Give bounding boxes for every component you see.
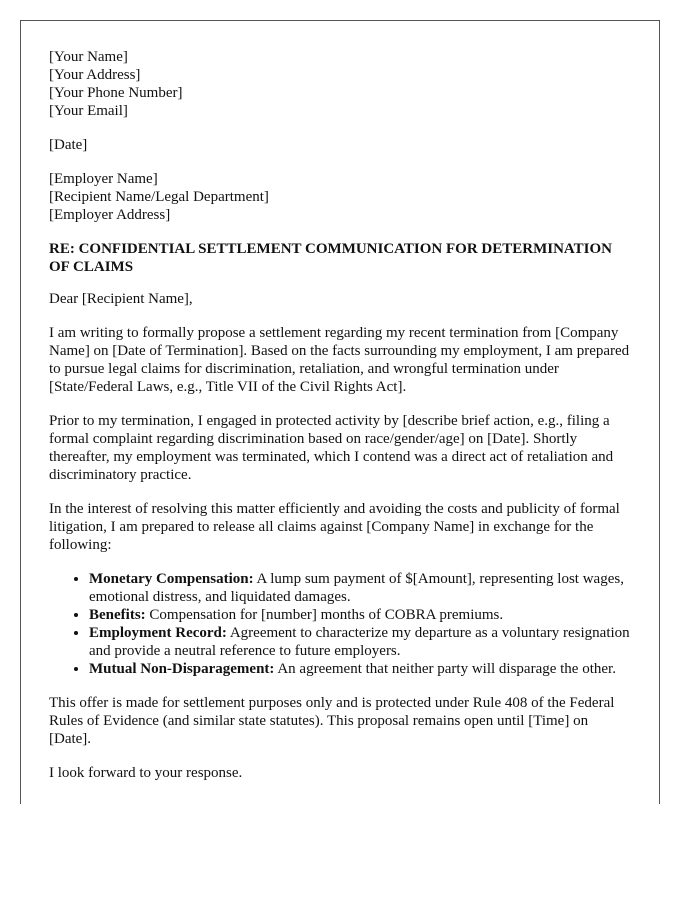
rule408-paragraph: This offer is made for settlement purposes only and is protected under Rule 408 of the Federal Rules of Evidence (and similar state statutes). This proposal remains open until [Time] on [Date]. (49, 695, 615, 747)
term-label-non-disparagement: Mutual Non-Disparagement: (89, 661, 275, 677)
list-item (89, 624, 630, 660)
term-text-monetary: A lump sum payment of $[Amount], representing lost wages, emotional distress, and liquidated damages. (89, 571, 624, 605)
date-block (49, 136, 630, 154)
term-text-employment-record: Agreement to characterize my departure as a voluntary resignation and provide a neutral reference to future employers. (89, 625, 630, 659)
letter-page (20, 20, 660, 804)
term-text-benefits: Compensation for [number] months of COBRA premiums. (145, 607, 504, 623)
background-paragraph: Prior to my termination, I engaged in protected activity by [describe brief action, e.g., filing a formal complaint regarding discrimination based on race/gender/age] on [Date]. Shortly thereafter, my employment was terminated, which I contend was a direct act of retaliation and discriminatory practice. (49, 413, 614, 483)
sender-address: [Your Address] (49, 67, 141, 83)
term-label-employment-record: Employment Record: (89, 625, 227, 641)
closing-paragraph: I look forward to your response. (49, 765, 243, 781)
list-item (89, 570, 630, 606)
list-item (89, 660, 630, 678)
salutation: Dear [Recipient Name], (49, 291, 193, 307)
recipient-address: [Employer Address] (49, 207, 171, 223)
sender-phone: [Your Phone Number] (49, 85, 183, 101)
intro-paragraph: I am writing to formally propose a settlement regarding my recent termination from [Company Name] on [Date of Termination]. Based on the facts surrounding my employment, I am prepared to pursue legal claims for discrimination, retaliation, and wrongful termination under [State/Federal Laws, e.g., Title VII of the Civil Rights Act]. (49, 325, 630, 395)
term-text-non-disparagement: An agreement that neither party will disparage the other. (274, 661, 616, 677)
settlement-terms-list (49, 570, 630, 678)
offer-lead-paragraph: In the interest of resolving this matter efficiently and avoiding the costs and publicity of formal litigation, I am prepared to release all claims against [Company Name] in exchange for the following: (49, 501, 620, 553)
list-item (89, 606, 630, 624)
recipient-name: [Recipient Name/Legal Department] (49, 189, 269, 205)
term-label-monetary: Monetary Compensation: (89, 571, 254, 587)
sender-name: [Your Name] (49, 49, 128, 65)
term-label-benefits: Benefits: (89, 607, 146, 623)
subject-line: RE: CONFIDENTIAL SETTLEMENT COMMUNICATION FOR DETERMINATION OF CLAIMS (49, 241, 612, 275)
sender-email: [Your Email] (49, 103, 128, 119)
sender-block (49, 48, 630, 120)
recipient-block (49, 170, 630, 224)
letter-date: [Date] (49, 137, 88, 153)
recipient-employer: [Employer Name] (49, 171, 158, 187)
